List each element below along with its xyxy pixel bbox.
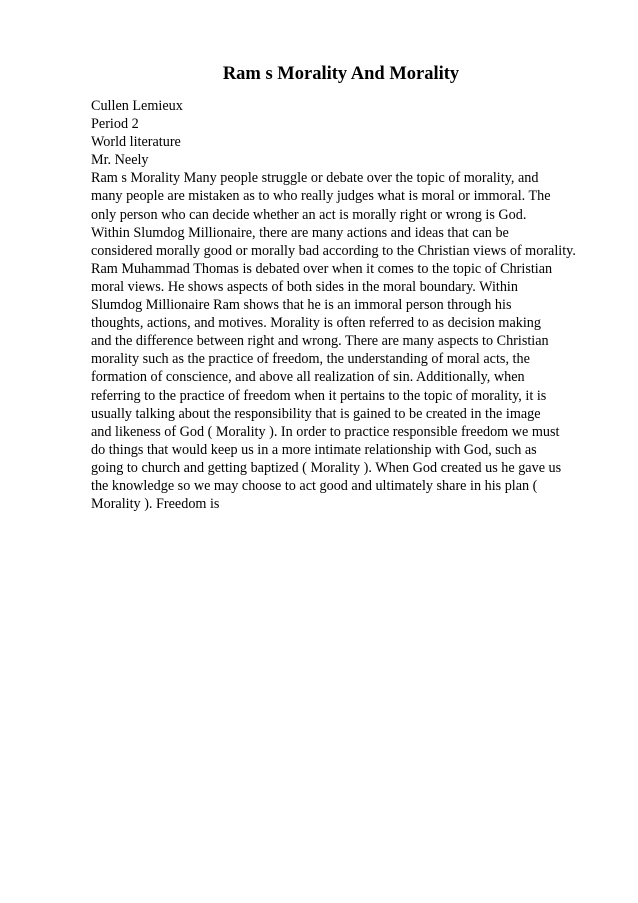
body-line: the knowledge so we may choose to act good and ultimately share in his plan ( — [91, 477, 538, 494]
body-line: Within Slumdog Millionaire, there are many actions and ideas that can be — [91, 224, 509, 241]
body-line: many people are mistaken as to who really judges what is moral or immoral. The — [91, 188, 551, 205]
body-line: usually talking about the responsibility that is gained to be created in the image — [91, 405, 541, 422]
body-line: Ram s Morality Many people struggle or debate over the topic of morality, and — [91, 170, 539, 187]
body-line: Ram Muhammad Thomas is debated over when it comes to the topic of Christian — [91, 260, 553, 277]
body-line: and likeness of God ( Morality ). In order to practice responsible freedom we must — [91, 423, 560, 440]
document-body — [91, 97, 621, 513]
document-title: Ram s Morality And Morality — [222, 64, 460, 84]
author-name: Cullen Lemieux — [91, 98, 183, 114]
teacher-name: Mr. Neely — [91, 152, 149, 169]
body-line: moral views. He shows aspects of both sides in the moral boundary. Within — [91, 278, 518, 295]
body-line: thoughts, actions, and motives. Morality is often referred to as decision making — [91, 315, 541, 332]
body-line: considered morally good or morally bad according to the Christian views of morality. — [91, 242, 576, 259]
body-line: and the difference between right and wrong. There are many aspects to Christian — [91, 333, 549, 350]
body-line: only person who can decide whether an act is morally right or wrong is God. — [91, 206, 527, 223]
course-name: World literature — [91, 134, 181, 151]
body-line: going to church and getting baptized ( Morality ). When God created us he gave us — [91, 459, 562, 476]
body-line: formation of conscience, and above all realization of sin. Additionally, when — [91, 369, 525, 386]
body-line: morality such as the practice of freedom, the understanding of moral acts, the — [91, 351, 530, 368]
body-line: do things that would keep us in a more intimate relationship with God, such as — [91, 441, 537, 458]
class-period: Period 2 — [91, 116, 139, 133]
body-line: referring to the practice of freedom when it pertains to the topic of morality, it is — [91, 387, 547, 404]
body-line: Slumdog Millionaire Ram shows that he is an immoral person through his — [91, 297, 512, 314]
body-line: Morality ). Freedom is — [91, 496, 220, 513]
